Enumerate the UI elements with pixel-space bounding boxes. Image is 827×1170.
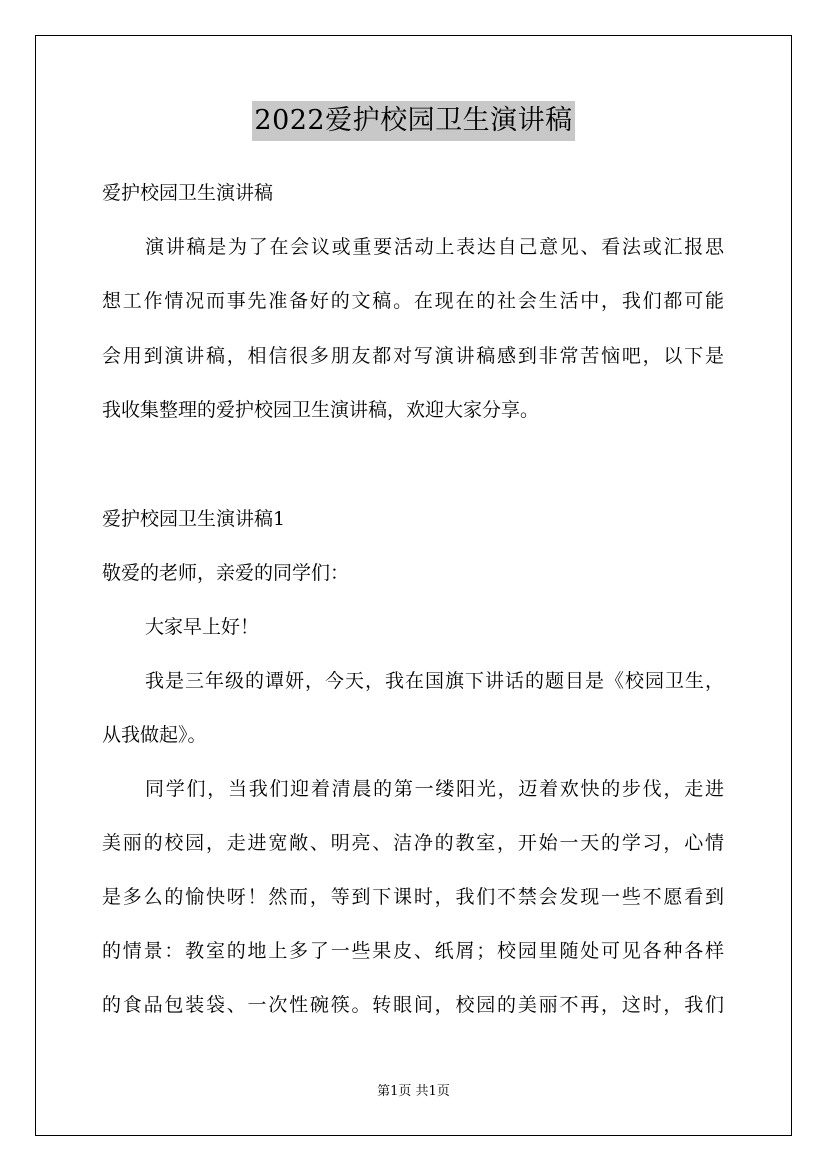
intro-line-2: 想工作情况而事先准备好的文稿。在现在的社会生活中，我们都可能 bbox=[102, 290, 724, 312]
para1-line-1: 我是三年级的谭妍，今天，我在国旗下讲话的题目是《校园卫生， bbox=[145, 670, 724, 692]
page-footer: 第1页 共1页 bbox=[377, 1084, 450, 1099]
intro-line-3: 会用到演讲稿，相信很多朋友都对写演讲稿感到非常苦恼吧，以下是 bbox=[102, 345, 724, 367]
document-title: 2022爱护校园卫生演讲稿 bbox=[252, 101, 574, 141]
para2-line-3: 是多么的愉快呀！然而，等到下课时，我们不禁会发现一些不愿看到 bbox=[102, 886, 724, 908]
para2-line-5: 的食品包装袋、一次性碗筷。转眼间，校园的美丽不再，这时，我们 bbox=[102, 994, 724, 1016]
para2-line-4: 的情景：教室的地上多了一些果皮、纸屑；校园里随处可见各种各样 bbox=[102, 940, 724, 962]
para2-line-2: 美丽的校园，走进宽敞、明亮、洁净的教室，开始一天的学习，心情 bbox=[102, 832, 724, 854]
para1-line-2: 从我做起》。 bbox=[102, 724, 207, 746]
intro-line-1: 演讲稿是为了在会议或重要活动上表达自己意见、看法或汇报思 bbox=[145, 236, 724, 258]
para2-line-1: 同学们，当我们迎着清晨的第一缕阳光，迈着欢快的步伐，走进 bbox=[145, 778, 724, 800]
section-heading: 爱护校园卫生演讲稿1 bbox=[102, 508, 286, 530]
intro-line-4: 我收集整理的爱护校园卫生演讲稿，欢迎大家分享。 bbox=[102, 399, 540, 421]
title-container bbox=[0, 101, 827, 141]
document-subtitle: 爱护校园卫生演讲稿 bbox=[102, 182, 274, 204]
greeting: 大家早上好！ bbox=[145, 616, 260, 638]
salutation: 敬爱的老师，亲爱的同学们： bbox=[102, 562, 350, 584]
